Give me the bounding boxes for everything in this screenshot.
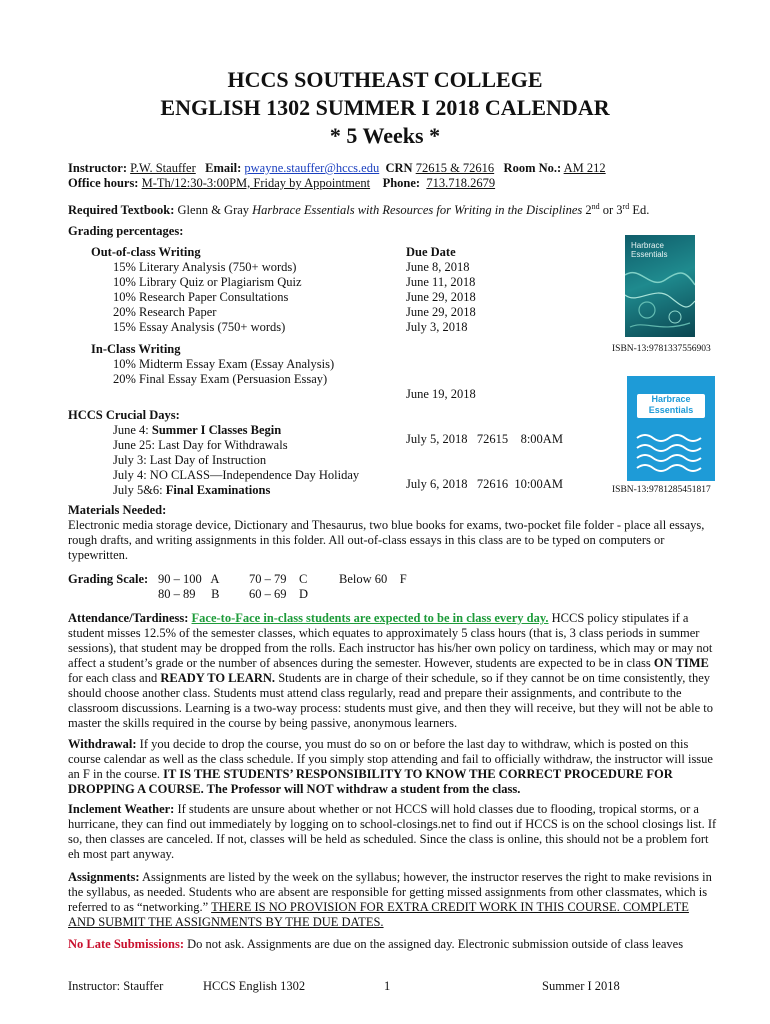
isbn-1: ISBN-13:9781337556903	[612, 344, 711, 354]
instructor-name: P.W. Stauffer	[130, 161, 196, 175]
edition-b: 3	[616, 203, 623, 218]
textbook-label: Required Textbook:	[68, 203, 175, 218]
grade-item: 15% Essay Analysis (750+ words)	[113, 320, 286, 334]
due-date: July 3, 2018	[406, 320, 468, 334]
crn-value: 72615 & 72616	[415, 161, 495, 175]
crucial-days-list	[113, 423, 359, 498]
email-link[interactable]: pwayne.stauffer@hccs.edu	[244, 161, 380, 175]
instructor-label: Instructor:	[68, 161, 128, 175]
phone-value: 713.718.2679	[426, 176, 496, 190]
crn-label: CRN	[385, 161, 413, 175]
in-class-heading: In-Class Writing	[91, 342, 181, 356]
room-label: Room No.:	[503, 161, 562, 175]
materials-text: Electronic media storage device, Dictionary and Thesaurus, two blue books for exams, two-pocket file folder - place all essays, rough drafts, and writing assignments in this folder. All out-of-class essays in this class are to be typed on computers or typewritten.	[68, 518, 705, 562]
edition-a-sup: nd	[591, 202, 600, 211]
due-date: June 19, 2018	[406, 387, 476, 401]
grade-range-b: 80 – 89 B	[158, 587, 220, 601]
due-date: July 6, 2018 72616 10:00AM	[406, 477, 563, 491]
room-value: AM 212	[563, 161, 606, 175]
grade-item: 15% Literary Analysis (750+ words)	[113, 260, 297, 274]
office-hours: M-Th/12:30-3:00PM, Friday by Appointment	[141, 176, 371, 190]
due-date: June 11, 2018	[406, 275, 476, 289]
out-of-class-dates	[406, 260, 476, 335]
due-date: June 8, 2018	[406, 260, 470, 274]
attendance-emphasis: Face-to-Face in-class students are expected to be in class every day.	[191, 611, 549, 625]
withdrawal-paragraph: Withdrawal: If you decide to drop the course, you must do so on or before the last day to withdraw, which is posted on this course calendar as well as the class schedule. If you simply stop attending and fail to officially withdraw, the instructor will issue an F in the course. IT IS THE STUDENTS’ RESPONSIBILITY TO KNOW THE CORRECT PROCEDURE FOR DROPPING A COURSE. The Professor will NOT withdraw a student from the class.	[68, 737, 713, 796]
materials-heading: Materials Needed:	[68, 503, 167, 517]
footer-instructor: Instructor: Stauffer	[68, 979, 164, 993]
edition-a: 2	[585, 203, 592, 218]
title-college: HCCS SOUTHEAST COLLEGE	[227, 67, 543, 92]
assignments-paragraph: Assignments: Assignments are listed by the week on the syllabus; however, the instructor reserves the right to make revisions in the syllabus, as needed. Students who are absent are responsible for getting missed assignments from other classmates, which is referred to as “networking.” THERE IS NO PROVISION FOR EXTRA CREDIT WORK IN THIS COURSE. COMPLETE AND SUBMIT THE ASSIGNMENTS BY THE DUE DATES.	[68, 870, 712, 929]
cover-swirl-art	[625, 235, 695, 337]
email-label: Email:	[205, 161, 242, 175]
crucial-day: June 25: Last Day for Withdrawals	[113, 438, 288, 452]
grade-item: 20% Research Paper	[113, 305, 217, 319]
footer-term: Summer I 2018	[542, 979, 620, 993]
office-line	[68, 176, 495, 191]
grade-item: 10% Library Quiz or Plagiarism Quiz	[113, 275, 302, 289]
due-date: July 5, 2018 72615 8:00AM	[406, 432, 563, 446]
withdrawal-label: Withdrawal:	[68, 737, 137, 751]
grade-range-d: 60 – 69 D	[249, 587, 309, 601]
title-weeks: * 5 Weeks *	[329, 123, 441, 148]
office-label: Office hours:	[68, 176, 139, 190]
attendance-label: Attendance/Tardiness:	[68, 611, 189, 625]
no-extra-credit-notice: THERE IS NO PROVISION FOR EXTRA CREDIT WORK IN THIS COURSE. COMPLETE AND SUBMIT THE ASSIGNMENTS BY THE DUE DATES.	[68, 900, 689, 929]
phone-label: Phone:	[382, 176, 421, 190]
edition-or: or	[602, 203, 614, 218]
textbook-cover-3rd-ed	[625, 235, 695, 337]
edition-b-sup: rd	[622, 202, 630, 211]
assignments-label: Assignments:	[68, 870, 140, 884]
out-of-class-heading: Out-of-class Writing	[91, 245, 201, 259]
instructor-line	[68, 161, 606, 176]
textbook-authors: Glenn & Gray	[177, 203, 250, 218]
weather-paragraph: Inclement Weather: If students are unsure about whether or not HCCS will hold classes due to flooding, tropical storms, or a hurricane, they can find out immediately by logging on to school-closings.net to find out if HCCS is on the school closings list. If so, then classes are canceled. If not, classes will be held as scheduled. Since the class is online, this should not be a problem fort eh most part anyway.	[68, 802, 717, 861]
grade-range-c: 70 – 79 C	[249, 572, 308, 586]
weather-label: Inclement Weather:	[68, 802, 175, 816]
grade-range-f: Below 60 F	[339, 572, 407, 586]
cover-title: Harbrace Essentials	[631, 241, 668, 259]
attendance-paragraph: Attendance/Tardiness: Face-to-Face in-class students are expected to be in class every day. HCCS policy stipulates if a student misses 12.5% of the semester classes, which equates to approximately 5 class hours (that is, 3 class periods in summer sessions), that student may be dropped from the rolls. Each instructor has his/her own policy on tardiness, which may or may not affect a student’s grade or the number of absences during the semester. However, students are expected to be in class ON TIME for each class and READY TO LEARN. Students are in charge of their schedule, so if they cannot be on time consistently, they should choose another class. Students must attend class regularly, read and prepare their assignments, and contribute to the classroom discussions. Learning is a two-way process: students must give, and then they will receive, but they will not be able to master the skills required in the course by being passive, anonymous learners.	[68, 611, 714, 730]
title-course: ENGLISH 1302 SUMMER I 2018 CALENDAR	[160, 95, 610, 120]
no-late-paragraph: No Late Submissions: Do not ask. Assignments are due on the assigned day. Electronic submission outside of class leaves	[68, 937, 684, 951]
grade-item: 10% Research Paper Consultations	[113, 290, 289, 304]
footer-course: HCCS English 1302	[203, 979, 306, 993]
grading-heading: Grading percentages:	[68, 224, 184, 238]
crucial-day: June 4: Summer I Classes Begin	[113, 423, 282, 437]
grade-item: 10% Midterm Essay Exam (Essay Analysis)	[113, 357, 335, 371]
cover-title-box: Harbrace Essentials	[637, 394, 705, 418]
footer-page-number: 1	[384, 979, 391, 993]
in-class-list	[113, 357, 334, 387]
crucial-day: July 3: Last Day of Instruction	[113, 453, 267, 467]
textbook-title: Harbrace Essentials with Resources for Writing in the Disciplines	[252, 203, 583, 218]
textbook-line	[68, 199, 649, 218]
crucial-day: July 5&6: Final Examinations	[113, 483, 271, 497]
crucial-day: July 4: NO CLASS—Independence Day Holiday	[113, 468, 360, 482]
grade-item: 20% Final Essay Exam (Persuasion Essay)	[113, 372, 328, 386]
due-date: June 29, 2018	[406, 290, 476, 304]
in-class-dates	[406, 357, 563, 507]
no-late-label: No Late Submissions:	[68, 937, 184, 951]
edition-tail: Ed.	[632, 203, 650, 218]
grade-range-a: 90 – 100 A	[158, 572, 220, 586]
textbook-cover-2nd-ed	[627, 376, 715, 481]
due-date-heading: Due Date	[406, 245, 456, 259]
cover-waves-art	[627, 376, 715, 481]
crucial-days-heading: HCCS Crucial Days:	[68, 408, 180, 422]
out-of-class-list	[113, 260, 302, 335]
grading-scale-label: Grading Scale:	[68, 572, 149, 586]
due-date: June 29, 2018	[406, 305, 476, 319]
isbn-2: ISBN-13:9781285451817	[612, 485, 711, 495]
